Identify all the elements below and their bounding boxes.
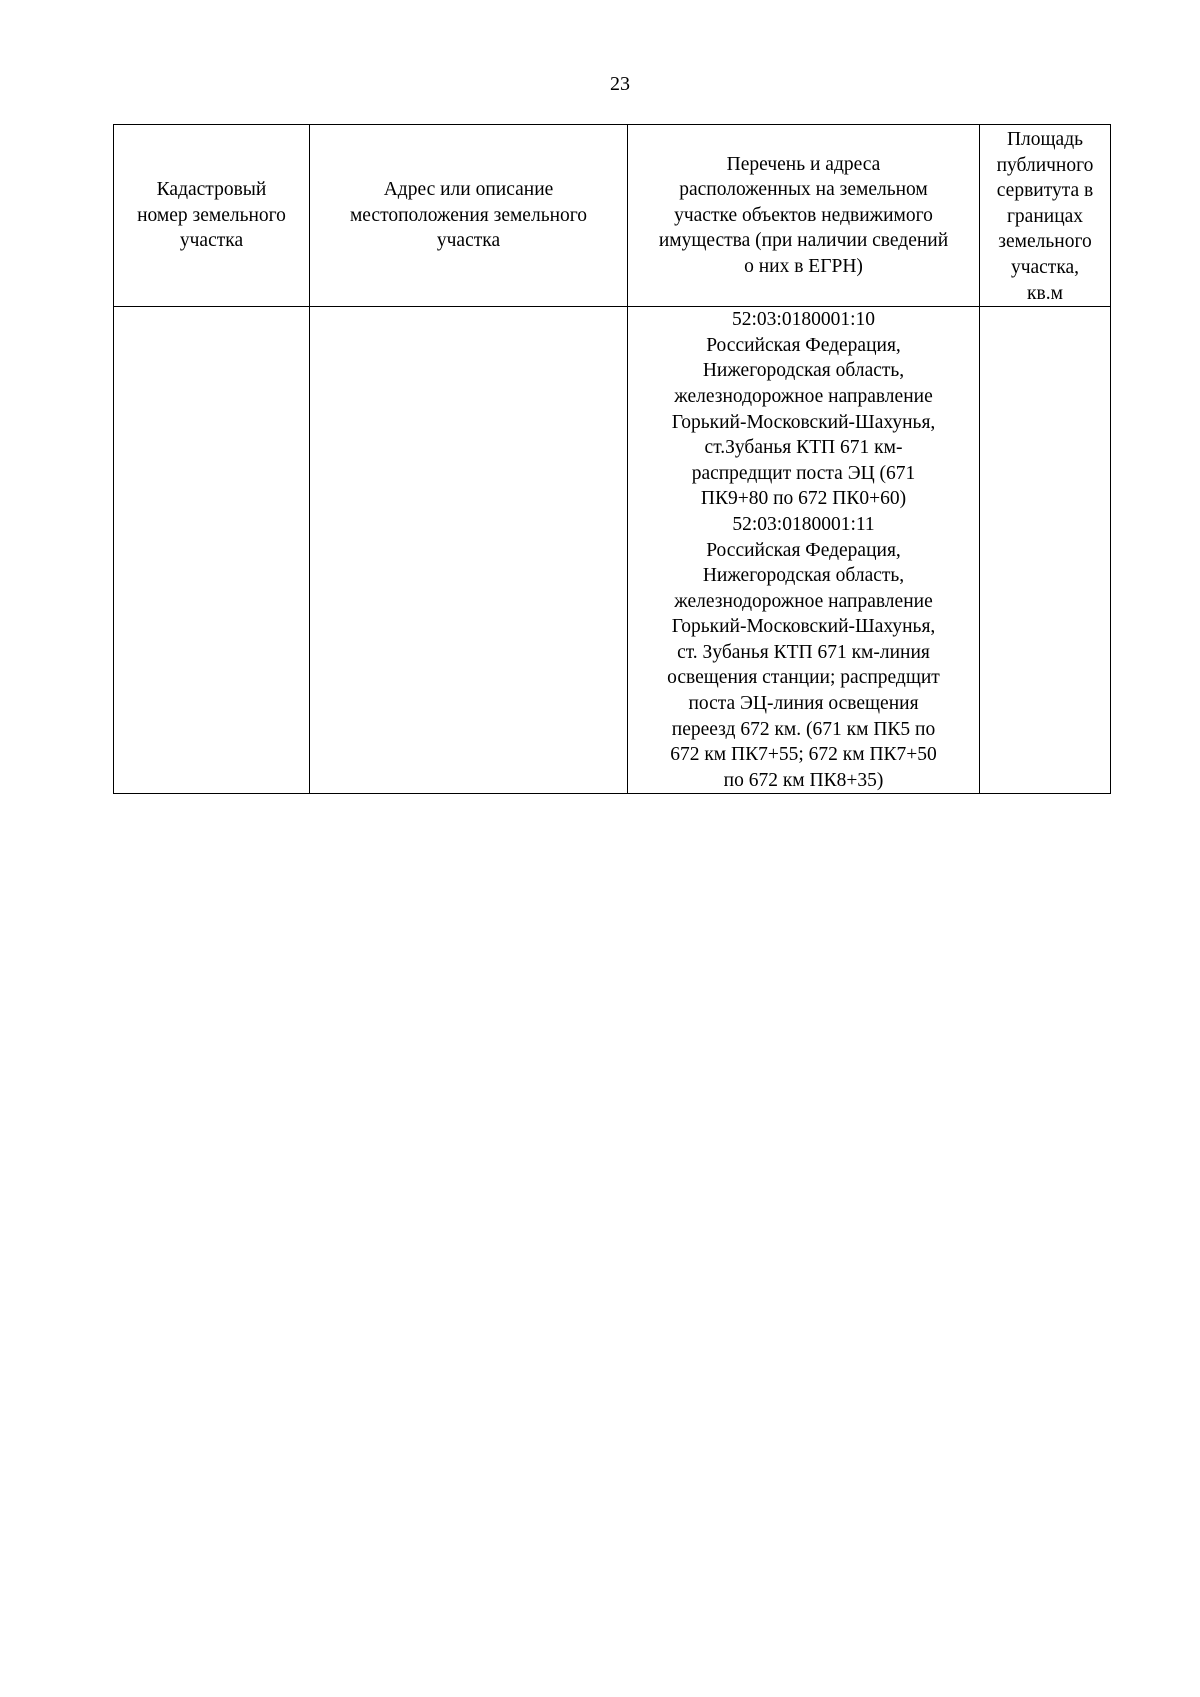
- object-entry: [632, 307, 975, 512]
- cell-objects-list: [628, 307, 980, 794]
- object-line: ст. Зубанья КТП 671 км-линия: [677, 641, 930, 663]
- cell-address: [310, 307, 628, 794]
- object-line: Нижегородская область,: [702, 360, 905, 382]
- object-line: переезд 672 км. (671 км ПК5 по: [671, 718, 936, 740]
- object-line: по 672 км ПК8+35): [723, 769, 884, 791]
- header-servitude-area: Площадь публичного сервитута в границах земельного участка, кв.м: [980, 125, 1111, 307]
- header-objects-list: Перечень и адреса расположенных на земельном участке объектов недвижимого имущества (при наличии сведений о них в ЕГРН): [628, 125, 980, 307]
- object-line: освещения станции; распредщит: [667, 667, 940, 689]
- object-line: железнодорожное направление: [674, 385, 933, 407]
- object-line: железнодорожное направление: [674, 590, 933, 612]
- cell-cadastral-number: [114, 307, 310, 794]
- object-line: Горький-Московский-Шахунья,: [671, 616, 936, 638]
- object-line: Горький-Московский-Шахунья,: [671, 411, 936, 433]
- header-address: Адрес или описание местоположения земельного участка: [310, 125, 628, 307]
- header-cadastral-number: Кадастровый номер земельного участка: [114, 125, 310, 307]
- cell-servitude-area: [980, 307, 1111, 794]
- object-line: ПК9+80 по 672 ПК0+60): [700, 488, 907, 510]
- servitude-table: [113, 124, 1111, 794]
- object-line: 672 км ПК7+55; 672 км ПК7+50: [670, 744, 937, 766]
- table-row: [114, 307, 1111, 794]
- object-line: поста ЭЦ-линия освещения: [688, 693, 919, 715]
- object-line: распредщит поста ЭЦ (671: [691, 462, 916, 484]
- object-entry: [632, 512, 975, 794]
- object-line: ст.Зубанья КТП 671 км-: [704, 437, 903, 459]
- object-line: Российская Федерация,: [706, 334, 901, 356]
- object-line: 52:03:0180001:10: [731, 309, 875, 331]
- object-line: 52:03:0180001:11: [732, 513, 875, 535]
- object-line: Нижегородская область,: [702, 565, 905, 587]
- table-header-row: [114, 125, 1111, 307]
- object-line: Российская Федерация,: [706, 539, 901, 561]
- page-number: 23: [610, 73, 630, 95]
